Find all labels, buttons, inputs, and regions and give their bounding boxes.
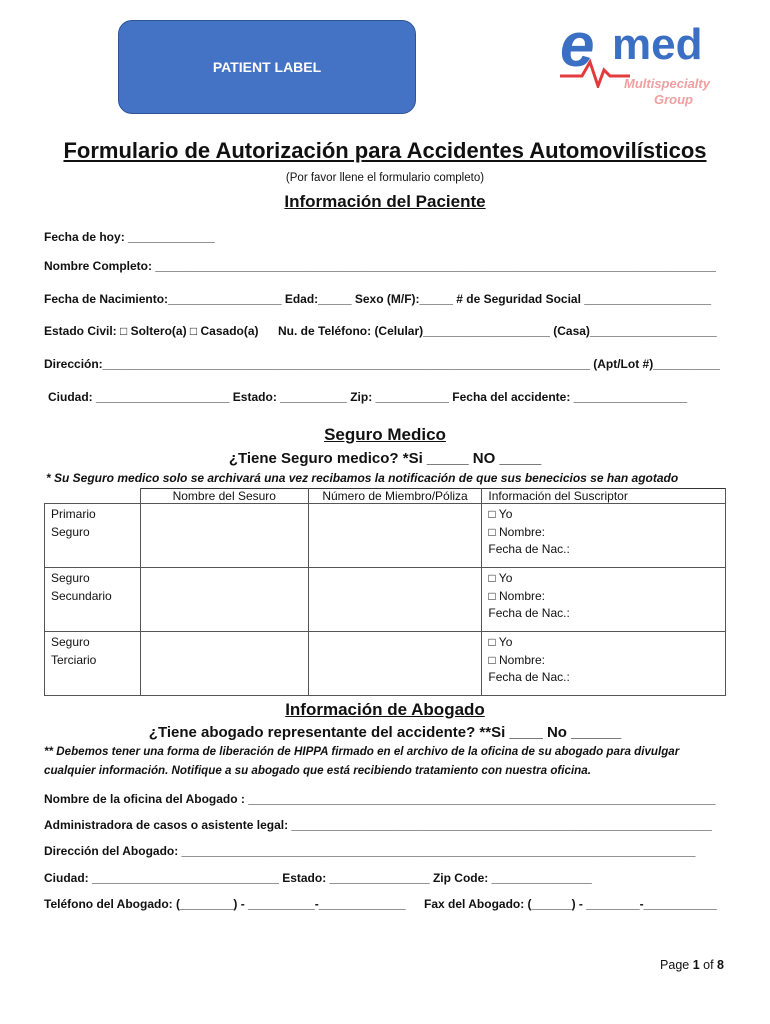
attorney-question[interactable]: ¿Tiene abogado representante del accidente? **Si ____ No ______ — [148, 724, 622, 741]
page-total: 8 — [717, 958, 724, 972]
insurance-col-miembro: Número de Miembro/Póliza — [308, 489, 482, 504]
yo-checkbox[interactable]: □ Yo — [488, 635, 513, 649]
ciudad-row[interactable]: Ciudad: ____________________ Estado: __________ Zip: ___________ Fecha del accidente: _________________ — [48, 390, 688, 404]
miembro-poliza-cell[interactable] — [308, 632, 482, 696]
insurance-col-suscriptor: Información del Suscriptor — [482, 489, 726, 504]
page-current: 1 — [692, 958, 700, 972]
row-label-cell — [45, 632, 141, 696]
page-of: of — [699, 958, 718, 972]
logo-line1: Multispecialty — [624, 76, 710, 91]
insurance-section-heading: Seguro Medico — [324, 425, 446, 444]
administradora-field[interactable]: Administradora de casos o asistente legal: _______________________________________________________________ — [44, 818, 712, 832]
nombre-seguro-cell[interactable] — [140, 632, 308, 696]
row-label-line2: Seguro — [51, 524, 90, 539]
emed-logo — [560, 11, 730, 113]
logo-e: e — [560, 11, 595, 80]
estado-civil-field[interactable]: Estado Civil: □ Soltero(a) □ Casado(a) — [44, 324, 259, 338]
table-row — [45, 568, 726, 632]
form-title: Formulario de Autorización para Accidentes Automovilísticos — [63, 138, 707, 163]
fecha-hoy-field[interactable]: Fecha de hoy: _____________ — [44, 230, 215, 244]
yo-checkbox[interactable]: □ Yo — [488, 507, 513, 521]
nombre-seguro-cell[interactable] — [140, 568, 308, 632]
nombre-checkbox[interactable]: □ Nombre: — [488, 524, 546, 539]
row-label-line1: Seguro — [51, 635, 90, 649]
row-label-line1: Seguro — [51, 571, 90, 585]
fecha-nac-label: Fecha de Nac.: — [488, 670, 570, 684]
insurance-note: * Su Seguro medico solo se archivará una vez recibamos la notificación de que sus benecicios se han agotado — [46, 471, 679, 485]
row-label-line2: Terciario — [51, 652, 97, 667]
row-label-line1: Primario — [51, 507, 96, 521]
fecha-nacimiento-row[interactable]: Fecha de Nacimiento:_________________ Edad:_____ Sexo (M/F):_____ # de Seguridad Social ___________________ — [44, 292, 712, 306]
suscriptor-cell[interactable] — [482, 568, 726, 632]
page-number — [660, 958, 724, 972]
insurance-col-nombre: Nombre del Sesuro — [140, 489, 308, 504]
form-subtitle: (Por favor llene el formulario completo) — [285, 172, 485, 184]
telefono-field[interactable]: Nu. de Teléfono: (Celular)___________________ (Casa)___________________ — [278, 324, 717, 338]
fax-abogado-field[interactable]: Fax del Abogado: (______) - ________-___________ — [424, 897, 718, 911]
patient-section-heading: Información del Paciente — [284, 192, 486, 211]
nombre-completo-field[interactable]: Nombre Completo: ____________________________________________________________________________________ — [44, 259, 716, 273]
logo-line2: Group — [654, 92, 693, 107]
fecha-nac-label: Fecha de Nac.: — [488, 542, 570, 556]
patient-label-text: PATIENT LABEL — [212, 59, 322, 75]
logo-heartbeat-icon — [560, 58, 630, 88]
direccion-field[interactable]: Dirección:_________________________________________________________________________ (Apt/Lot #)__________ — [44, 357, 720, 371]
nombre-checkbox[interactable]: □ Nombre: — [488, 588, 546, 603]
table-row — [45, 504, 726, 568]
yo-checkbox[interactable]: □ Yo — [488, 571, 513, 585]
insurance-question[interactable]: ¿Tiene Seguro medico? *Si _____ NO _____ — [228, 450, 542, 467]
miembro-poliza-cell[interactable] — [308, 504, 482, 568]
attorney-note-line2: cualquier información. Notifique a su abogado que está recibiendo tratamiento con nuestra oficina. — [44, 764, 591, 777]
page-prefix: Page — [660, 958, 693, 972]
oficina-abogado-field[interactable]: Nombre de la oficina del Abogado : ______________________________________________________________________ — [44, 792, 716, 806]
row-label-cell — [45, 568, 141, 632]
direccion-abogado-field[interactable]: Dirección del Abogado: _____________________________________________________________________________ — [44, 844, 696, 858]
logo-med: med — [612, 20, 703, 69]
insurance-table — [44, 488, 726, 696]
patient-label-box — [118, 20, 416, 114]
insurance-table-header — [45, 489, 726, 504]
miembro-poliza-cell[interactable] — [308, 568, 482, 632]
fecha-nac-label: Fecha de Nac.: — [488, 606, 570, 620]
nombre-checkbox[interactable]: □ Nombre: — [488, 652, 546, 667]
row-label-line2: Secundario — [51, 588, 112, 603]
table-row — [45, 632, 726, 696]
telefono-abogado-field[interactable]: Teléfono del Abogado: (________) - __________-_____________ — [44, 897, 406, 911]
row-label-cell — [45, 504, 141, 568]
nombre-seguro-cell[interactable] — [140, 504, 308, 568]
ciudad-abogado-row[interactable]: Ciudad: ____________________________ Estado: _______________ Zip Code: _______________ — [44, 871, 592, 885]
insurance-col-blank — [45, 489, 141, 504]
attorney-section-heading: Información de Abogado — [285, 700, 485, 719]
suscriptor-cell[interactable] — [482, 504, 726, 568]
attorney-note-line1: ** Debemos tener una forma de liberación de HIPPA firmado en el archivo de la oficina de su abogado para divulgar — [44, 745, 680, 758]
suscriptor-cell[interactable] — [482, 632, 726, 696]
